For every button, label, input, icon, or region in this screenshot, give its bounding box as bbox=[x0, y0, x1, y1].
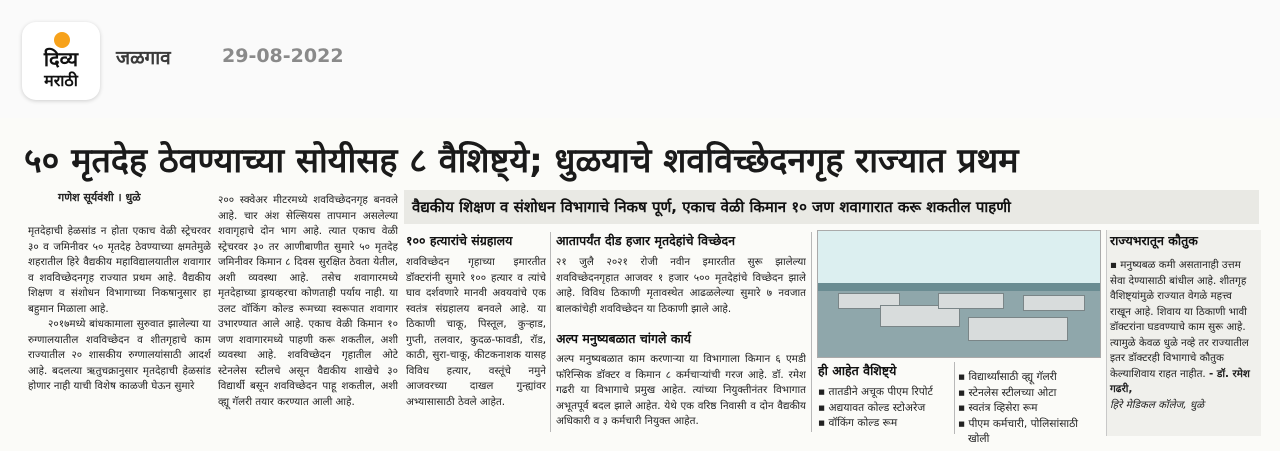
features-heading: ही आहेत वैशिष्ट्ये bbox=[818, 363, 897, 378]
features-list-2 bbox=[958, 370, 1100, 448]
column-divider bbox=[954, 362, 955, 434]
feature-item: ▪ वॉकिंग कोल्ड रूम bbox=[818, 417, 898, 429]
byline: गणेश सूर्यवंशी । धुळे bbox=[58, 191, 141, 204]
staff-box-body bbox=[556, 352, 806, 432]
sidebar-heading: राज्यभरातून कौतुक bbox=[1110, 233, 1198, 248]
feature-item: ▪ पीएम कर्मचारी, पोलिसांसाठी bbox=[958, 417, 1079, 430]
column-divider bbox=[811, 232, 812, 432]
paragraph: २०१७मध्ये बांधकामाला सुरुवात झालेल्या या रुग्णालयातील शवविच्छेदन व शीतगृहाचे काम राज्यातील २० शासकीय रुग्णालयांसाठी आदर्श आहे. बदलत्या ऋतुचक्रानुसार मृतदेहाची हेळसांड होणार नाही याची विशेष काळजी घेऊन सुमारे bbox=[28, 318, 211, 392]
feature-item: ▪ अद्ययावत कोल्ड स्टोअरेज bbox=[818, 401, 926, 414]
staff-box-heading: अल्प मनुष्यबळात चांगले कार्य bbox=[556, 331, 691, 346]
edition-date: 29-08-2022 bbox=[222, 45, 344, 67]
museum-box-body bbox=[406, 255, 546, 435]
paragraph bbox=[1110, 258, 1256, 398]
article-column-1 bbox=[28, 224, 211, 439]
postmortem-count-body bbox=[556, 255, 806, 325]
sidebar-signature-detail: हिरे मेडिकल कॉलेज, धुळे bbox=[1110, 398, 1205, 411]
paragraph: अल्प मनुष्यबळात काम करणाऱ्या या विभागाला किमान ६ एमडी फॉरेन्सिक डॉक्टर व किमान ८ कर्मचाऱ्यांची गरज आहे. डॉ. रमेश गढरी या विभागाचे प्रमुख आहेत. त्यांच्या नियुक्तीनंतर विभागात अभूतपूर्व बदल झाले आहेत. येथे एक वरिष्ठ निवासी व दोन वैद्यकीय अधिकारी व ३ कर्मचारी नियुक्त आहेत. bbox=[556, 353, 806, 427]
page-header bbox=[0, 0, 1280, 118]
autopsy-room-photo bbox=[817, 230, 1101, 358]
feature-item: ▪ तातडीने अचूक पीएम रिपोर्ट bbox=[818, 386, 933, 398]
paragraph: २०० स्क्वेअर मीटरमध्ये शवविच्छेदनगृह बनवले आहे. चार अंश सेल्सियस तापमान असलेल्या शवागृहाचे दोन भाग आहे. त्यात एकाच वेळी स्ट्रेचरवर ३० तर आणीबाणीत सुमारे ५० मृतदेह जमिनीवर किमान ८ दिवस सुरक्षित ठेवता येतील, अशी व्यवस्था आहे. तसेच शवागारमध्ये मृतदेहाच्या ड्रायव्हरचा कोणताही पर्याय नाही. या उलट वॉकिंग कोल्ड रूमच्या स्वरूपात शवागार उभारण्यात आले आहे. एकाच वेळी किमान १० जण शवागारमध्ये पाहणी करू शकतील, अशी व्यवस्था आहे. शवविच्छेदन गृहातील ओटे स्टेनलेस स्टीलचे असून वैद्यकीय शाखेचे ३० विद्यार्थी बसून शवविच्छेदन पाहू शकतील, अशी व्ह्यू गॅलरी तयार करण्यात आली आहे. bbox=[218, 194, 398, 408]
divya-marathi-logo[interactable] bbox=[22, 22, 100, 100]
headline: ५० मृतदेह ठेवण्याच्या सोयीसह ८ वैशिष्ट्ये; धुळयाचे शवविच्छेदनगृह राज्यात प्रथम bbox=[24, 141, 1019, 181]
paragraph: २१ जुलै २०२१ रोजी नवीन इमारतीत सुरू झालेल्या शवविच्छेदनगृहात आजवर १ हजार ५०० मृतदेहांचे विच्छेदन झाले आहे. विविध ठिकाणी मृतावस्थेत आढळलेल्या सुमारे ७ नवजात बालकांचेही शवविच्छेदन या ठिकाणी झाले आहे. bbox=[556, 256, 806, 315]
steel-table bbox=[938, 293, 1004, 309]
edition-city: जळगाव bbox=[116, 47, 171, 69]
feature-item: खोली bbox=[968, 433, 990, 445]
feature-item: ▪ स्वतंत्र व्हिसेरा रूम bbox=[958, 402, 1038, 414]
steel-table bbox=[1023, 295, 1085, 311]
paragraph: मृतदेहाची हेळसांड न होता एकाच वेळी स्ट्रेचरवर ३० व जमिनीवर ५० मृतदेह ठेवण्याच्या क्षमतेमुळे शहरातील हिरे वैद्यकीय महाविद्यालयातील शवागार व शवविच्छेदनगृह राज्यात प्रथम आहे. वैद्यकीय शिक्षण व संशोधन विभागाच्या निकषानुसार हा बहुमान मिळाला आहे. bbox=[28, 225, 211, 315]
sidebar-signature: - डॉ. रमेश गढरी, bbox=[1110, 367, 1250, 395]
feature-item: ▪ स्टेनलेस स्टीलच्या ओटा bbox=[958, 386, 1057, 399]
features-list-1 bbox=[818, 385, 956, 432]
feature-item: ▪ विद्यार्थ्यांसाठी व्ह्यू गॅलरी bbox=[958, 371, 1057, 383]
museum-box-heading: १०० हत्यारांचे संग्रहालय bbox=[406, 233, 513, 248]
logo-text-line1: दिव्य bbox=[43, 47, 79, 71]
sidebar-body bbox=[1110, 258, 1256, 413]
article-column-2 bbox=[218, 193, 398, 433]
steel-table bbox=[968, 317, 1068, 341]
column-divider bbox=[550, 232, 551, 432]
sidebar-text: ▪ मनुष्यबळ कमी असतानाही उत्तम सेवा देण्यासाठी बांधील आहे. शीतगृह वैशिष्ट्यांमुळे राज्यात वेगळे महत्त्व राखून आहे. शिवाय या ठिकाणी भावी डॉक्टरांना घडवण्याचे काम सुरू आहे. त्यामुळे केवळ धुळे नव्हे तर राज्यातील इतर डॉक्टरही विभागाचे कौतुक केल्याशिवाय राहत नाहीत. bbox=[1110, 259, 1249, 380]
logo-text-line2: मराठी bbox=[44, 71, 78, 90]
paragraph: शवविच्छेदन गृहाच्या इमारतीत डॉक्टरांनी सुमारे १०० हत्यार व त्यांचे घाव दर्शवणारे मानवी अवयवांचे एक स्वतंत्र संग्रहालय बनवले आहे. या ठिकाणी चाकू, पिस्तूल, कुऱ्हाड, गुप्ती, तलवार, कुदळ-फावडी, रॉड, काठी, सुरा-चाकू, कीटकनाशक यासह विविध हत्यार, वस्तूंचे नमुने आजवरच्या दाखल गुन्ह्यांवर अभ्यासासाठी ठेवले आहेत. bbox=[406, 256, 546, 408]
postmortem-count-heading: आतापर्यंत दीड हजार मृतदेहांचे विच्छेदन bbox=[556, 233, 736, 248]
sun-icon bbox=[54, 32, 70, 48]
subheadline-bar: वैद्यकीय शिक्षण व संशोधन विभागाचे निकष पूर्ण, एकाच वेळी किमान १० जण शवागारात करू शकतील पाहणी bbox=[404, 190, 1259, 224]
